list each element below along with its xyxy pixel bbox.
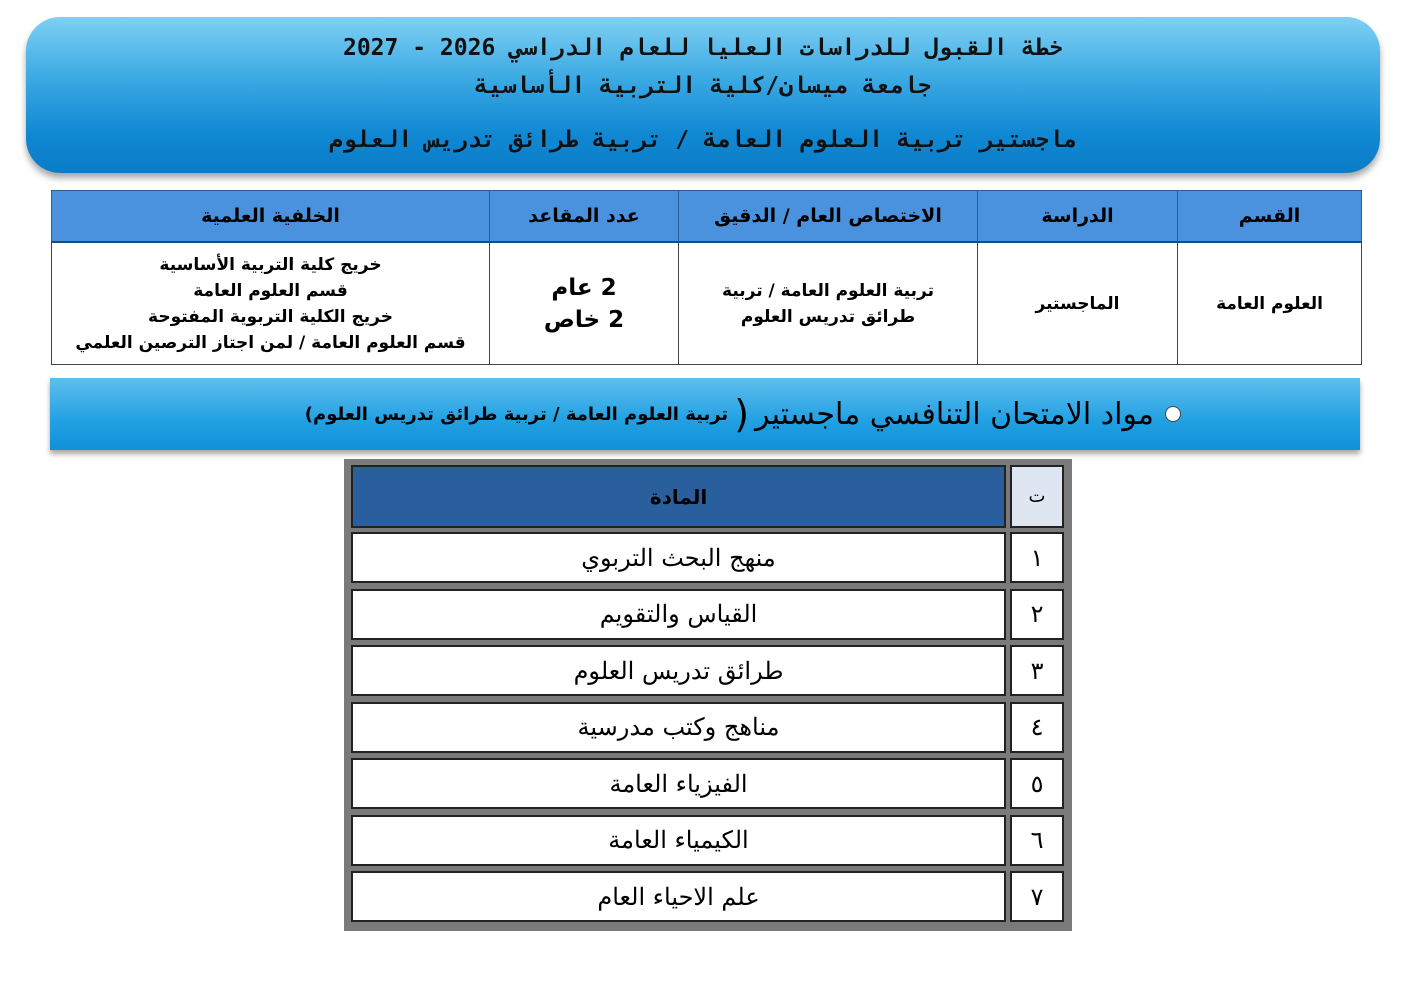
exam-row-number: ٦ bbox=[1010, 815, 1064, 866]
admission-header-row bbox=[52, 191, 1362, 243]
study-cell: الماجستير bbox=[978, 242, 1178, 365]
program-title: ماجستير تربية العلوم العامة / تربية طرائق تدريس العلوم bbox=[329, 127, 1077, 153]
exam-row-number: ٤ bbox=[1010, 702, 1064, 753]
exam-row-subject: القياس والتقويم bbox=[351, 589, 1006, 640]
exam-row-subject: مناهج وكتب مدرسية bbox=[351, 702, 1006, 753]
admission-table bbox=[51, 190, 1362, 365]
specialization-line: تربية العلوم العامة / تربية bbox=[722, 280, 934, 301]
exam-subjects-subtitle: تربية العلوم العامة / تربية طرائق تدريس العلوم) bbox=[304, 403, 729, 425]
university-college: جامعة ميسان/كلية التربية الأساسية bbox=[474, 73, 932, 99]
exam-row-number: ٥ bbox=[1010, 758, 1064, 809]
specialization-line: طرائق تدريس العلوم bbox=[740, 306, 916, 327]
exam-subjects-banner bbox=[50, 378, 1360, 450]
department-cell: العلوم العامة bbox=[1178, 242, 1362, 365]
exam-row-subject: الكيمياء العامة bbox=[351, 815, 1006, 866]
title-banner bbox=[26, 17, 1380, 173]
background-cell bbox=[52, 242, 490, 365]
exam-subjects-table bbox=[344, 459, 1072, 931]
exam-subjects-title: مواد الامتحان التنافسي ماجستير bbox=[755, 396, 1154, 432]
header-number: ت bbox=[1010, 465, 1064, 528]
header-study: الدراسة bbox=[978, 191, 1178, 243]
exam-row-number: ١ bbox=[1010, 532, 1064, 583]
exam-row-subject: منهج البحث التربوي bbox=[351, 532, 1006, 583]
exam-row-subject: الفيزياء العامة bbox=[351, 758, 1006, 809]
header-department: القسم bbox=[1178, 191, 1362, 243]
exam-row-number: ٣ bbox=[1010, 645, 1064, 696]
background-line: خريج كلية التربية الأساسية bbox=[159, 254, 382, 275]
exam-row-subject: علم الاحياء العام bbox=[351, 871, 1006, 922]
header-subject: المادة bbox=[351, 465, 1006, 528]
header-specialization: الاختصاص العام / الدقيق bbox=[679, 191, 978, 243]
header-background: الخلفية العلمية bbox=[52, 191, 490, 243]
bullet-icon bbox=[1166, 407, 1180, 421]
exam-row-number: ٢ bbox=[1010, 589, 1064, 640]
background-line: خريج الكلية التربوية المفتوحة bbox=[148, 306, 393, 327]
specialization-cell bbox=[679, 242, 978, 365]
seats-private: 2 خاص bbox=[543, 306, 625, 333]
seats-general: 2 عام bbox=[551, 274, 617, 301]
header-seats: عدد المقاعد bbox=[490, 191, 679, 243]
exam-row-subject: طرائق تدريس العلوم bbox=[351, 645, 1006, 696]
seats-cell bbox=[490, 242, 679, 365]
background-line: قسم العلوم العامة / لمن اجتاز الترصين العلمي bbox=[75, 332, 466, 353]
exam-row-number: ٧ bbox=[1010, 871, 1064, 922]
plan-title: خطة القبول للدراسات العليا للعام الدراسي 2026 - 2027 bbox=[342, 35, 1064, 61]
open-paren: ( bbox=[734, 392, 750, 436]
admission-row bbox=[52, 242, 1362, 365]
background-line: قسم العلوم العامة bbox=[193, 280, 348, 301]
